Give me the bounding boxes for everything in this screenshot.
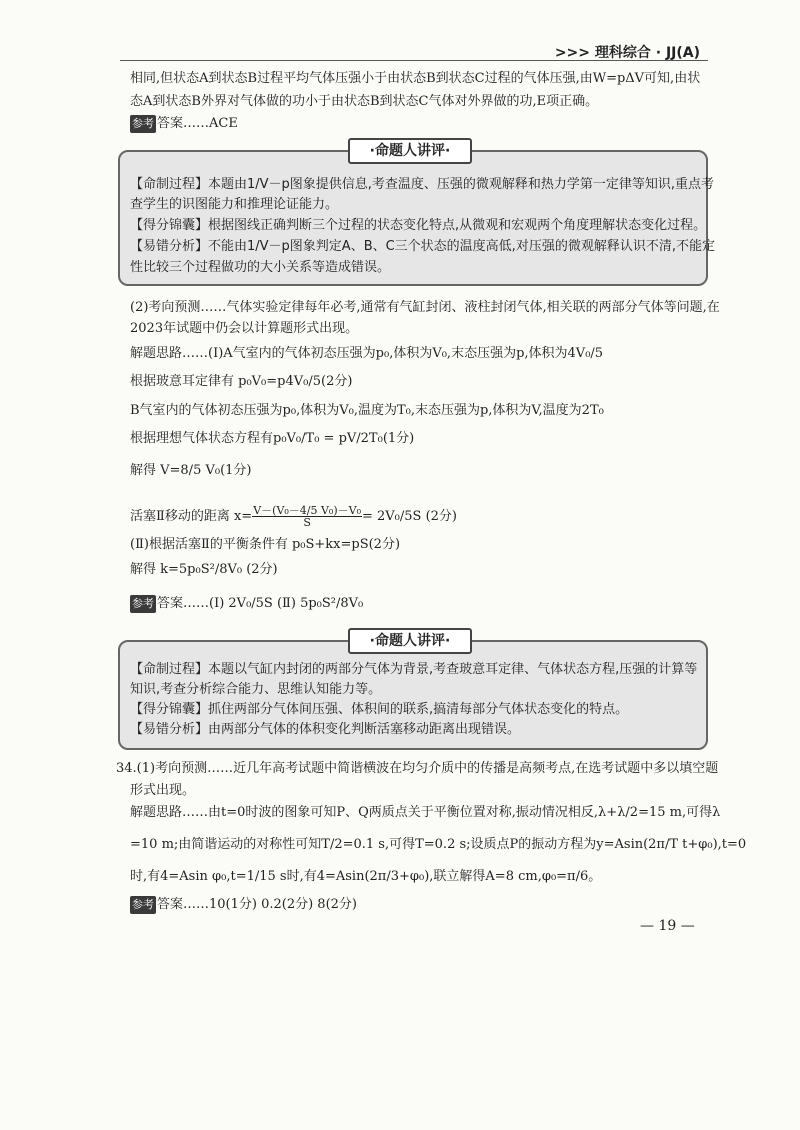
part2-prediction-1: (2)考向预测……气体实验定律每年必考,通常有气缸封闭、液柱封闭气体,相关联的两部分气体等问题,在 xyxy=(130,300,720,315)
q34-answer xyxy=(130,896,357,914)
piston-fraction: $\frac{\text{V－(V₀－4/5 V₀)－V₀}}{S}$ xyxy=(253,504,361,529)
page-number: — 19 — xyxy=(640,918,695,934)
review1-line-5: 性比较三个过程做功的大小关系等造成错误。 xyxy=(130,260,391,275)
q34-prediction-2: 形式出现。 xyxy=(130,783,196,798)
part2-answer xyxy=(130,595,363,613)
review1-line-2: 查学生的识图能力和推理论证能力。 xyxy=(130,197,339,212)
q34-prediction-1: 34.(1)考向预测……近几年高考试题中简谐横波在均匀介质中的传播是高频考点,在选考试题中多以填空题 xyxy=(116,761,719,776)
answer-text: 答案……(Ⅰ) 2V₀/5S (Ⅱ) 5p₀S²/8V₀ xyxy=(157,596,364,611)
boyle-law-line: 根据玻意耳定律有 p₀V₀=p4V₀/5(2分) xyxy=(130,374,353,389)
review-title-2: ·命题人讲评· xyxy=(348,628,472,654)
intro-line-1: 相同,但状态A到状态B过程平均气体压强小于由状态B到状态C过程的气体压强,由W=pΔV可知,由状 xyxy=(130,71,701,86)
piston-distance-line: 活塞Ⅱ移动的距离 x= $\frac{\text{V－(V₀－4/5 V₀)－V₀}}{S}$ = 2V₀/5S (2分) xyxy=(130,504,457,529)
answer-tag: 参考 xyxy=(130,896,156,914)
review1-line-1: 【命制过程】本题由1/V－p图象提供信息,考查温度、压强的微观解释和热力学第一定律等知识,重点考 xyxy=(130,177,715,192)
solve-v-line: 解得 V=8/5 V₀(1分) xyxy=(130,463,252,478)
q34-solution-1: 解题思路……由t=0时波的图象可知P、Q两质点关于平衡位置对称,振动情况相反,λ+λ/2=15 m,可得λ xyxy=(130,805,721,820)
solve-k-line: 解得 k=5p₀S²/8V₀ (2分) xyxy=(130,562,278,577)
review2-line-3: 【得分锦囊】抓住两部分气体间压强、体积间的联系,搞清每部分气体状态变化的特点。 xyxy=(130,702,629,717)
q34-solution-3: 时,有4=Asin φ₀,t=1/15 s时,有4=Asin(2π/3+φ₀),联立解得A=8 cm,φ₀=π/6。 xyxy=(130,869,602,884)
gas-b-state: B气室内的气体初态压强为p₀,体积为V₀,温度为T₀,末态压强为p,体积为V,温度为2T₀ xyxy=(130,403,604,418)
answer-tag: 参考 xyxy=(130,115,156,133)
header-rule xyxy=(120,60,708,61)
intro-line-2: 态A到状态B外界对气体做的功小于由状态B到状态C气体对外界做的功,E项正确。 xyxy=(130,94,599,109)
review1-line-3: 【得分锦囊】根据图线正确判断三个过程的状态变化特点,从微观和宏观两个角度理解状态变化过程。 xyxy=(130,218,707,233)
answer-text: 答案……ACE xyxy=(157,116,238,131)
review2-line-2: 知识,考查分析综合能力、思维认知能力等。 xyxy=(130,682,382,697)
review-title-1: ·命题人讲评· xyxy=(348,138,472,164)
review2-line-1: 【命制过程】本题以气缸内封闭的两部分气体为背景,考查玻意耳定律、气体状态方程,压强的计算等 xyxy=(130,662,698,677)
ideal-gas-line: 根据理想气体状态方程有p₀V₀/T₀ = pV/2T₀(1分) xyxy=(130,431,415,446)
review1-line-4: 【易错分析】不能由1/V－p图象判定A、B、C三个状态的温度高低,对压强的微观解释认识不清,不能定 xyxy=(130,239,715,254)
q34-solution-2: =10 m;由简谐运动的对称性可知T/2=0.1 s,可得T=0.2 s;设质点P的振动方程为y=Asin(2π/T t+φ₀),t=0 xyxy=(130,837,747,852)
part2-prediction-2: 2023年试题中仍会以计算题形式出现。 xyxy=(130,321,359,336)
answer-text: 答案……10(1分) 0.2(2分) 8(2分) xyxy=(157,897,357,912)
running-header: >>> 理科综合 · JJ(A) xyxy=(554,45,700,61)
review2-line-4: 【易错分析】由两部分气体的体积变化判断活塞移动距离出现错误。 xyxy=(130,722,521,737)
balance-line: (Ⅱ)根据活塞Ⅱ的平衡条件有 p₀S+kx=pS(2分) xyxy=(130,537,401,552)
intro-answer xyxy=(130,115,238,133)
part2-solution-intro: 解题思路……(Ⅰ)A气室内的气体初态压强为p₀,体积为V₀,末态压强为p,体积为4V₀/5 xyxy=(130,346,604,361)
answer-tag: 参考 xyxy=(130,595,156,613)
